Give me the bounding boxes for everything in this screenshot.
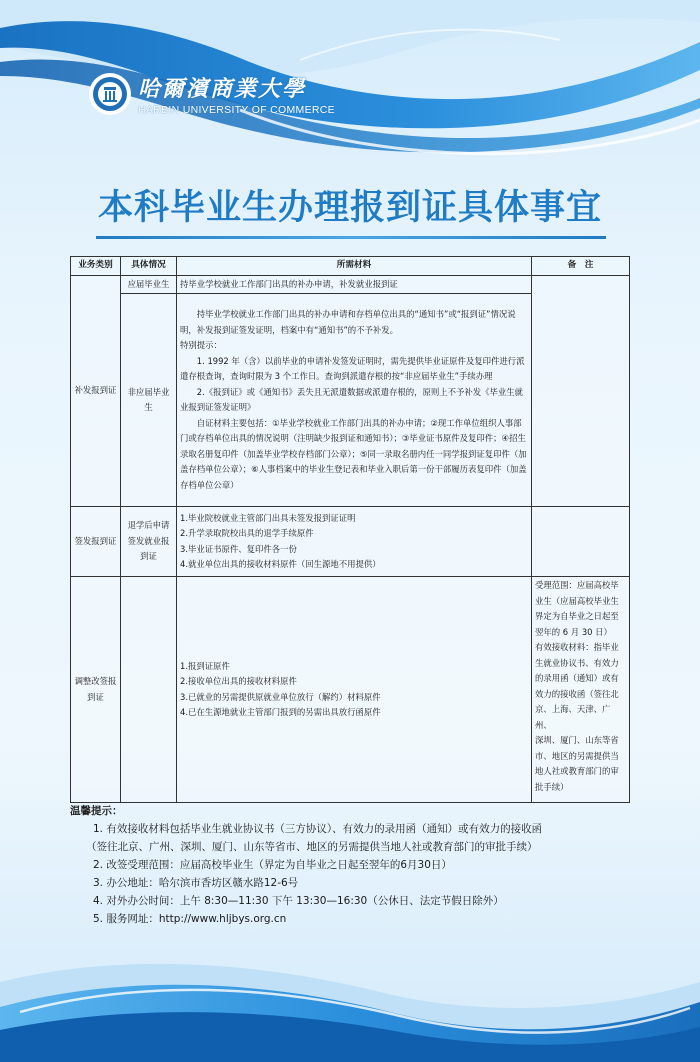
remark-line: 业生（应届高校毕业生 [535,595,619,606]
remark-line: 市、地区的另需提供当 [535,750,619,761]
tip-item-website: 5. 服务网址：http://www.hljbys.org.cn [93,913,287,925]
list-item: 4.就业单位出具的接收材料原件（回生源地不用提供） [180,559,381,569]
university-seal-icon [88,72,132,116]
university-logo [88,72,335,116]
header-category: 业务类别 [71,257,121,276]
tips-title: 温馨提示： [70,805,123,817]
tip-item: 3. 办公地址：哈尔滨市香坊区赣水路12-6号 [93,877,299,889]
tip-item: 2. 改签受理范围：应届高校毕业生（界定为自毕业之日起至翌年的6月30日） [93,859,452,871]
logo-chinese-name: 哈爾濱商業大學 [138,76,307,102]
remark-empty [532,507,630,577]
header-case: 具体情况 [121,257,177,276]
bottom-wave-decoration [0,912,700,1062]
case-current-grad: 应届毕业生 [121,275,177,294]
remark-line: 受理范围：应届高校毕 [535,580,619,590]
list-item: 3.已就业的另需提供原就业单位放行（解约）材料原件 [180,691,381,702]
material-past-grad [177,294,532,507]
tip-item: 1. 有效接收材料包括毕业生就业协议书（三方协议）、有效力的录用函（通知）或有效力的接收函 [93,823,543,835]
remark-line: 有效接收材料：指毕业 [535,642,619,652]
table-row [71,275,630,294]
material-current-grad: 持毕业学校就业工作部门出具的补办申请，补发就业报到证 [177,275,532,294]
tips-section [70,802,670,928]
category-reissue: 补发报到证 [71,275,121,507]
header-material: 所需材料 [177,257,532,276]
material-paragraph: 1. 1992 年（含）以前毕业的申请补发签发证明时，需先提供毕业证原件及复印件进行派遣存根查询，查询时限为 3 个工作日。查询到派遣存根的按“非应届毕业生”手续办理 [180,355,525,381]
remark-line: 地人社或教育部门的审 [535,766,619,776]
table-row [71,507,630,577]
list-item: 4.已在生源地就业主管部门报到的另需出具放行函原件 [180,707,381,717]
procedure-table [70,256,630,803]
material-withdrawal [177,507,532,577]
remark-line: 深圳、厦门、山东等省 [535,735,619,745]
title-underline [96,236,606,239]
material-paragraph: 2.《报到证》或《通知书》丢失且无派遣数据或派遣存根的，原则上不予补发《毕业生就业报到证签发证明》 [180,386,524,412]
remark-line: 生就业协议书、有效力 [535,657,619,668]
list-item: 1.报到证原件 [180,660,230,671]
case-past-grad: 非应届毕业生 [121,294,177,507]
table-header-row [71,257,630,276]
material-paragraph: 持毕业学校就业工作部门出具的补办申请和存档单位出具的“通知书”或“报到证”情况说明，补发报到证签发证明，档案中有“通知书”的不予补发。 [180,309,516,335]
case-empty [121,577,177,803]
category-change: 调整改签报到证 [71,577,121,803]
header-remark: 备 注 [532,257,630,276]
remark-line: 效力的接收函（签往北 [535,688,619,699]
page-title: 本科毕业生办理报到证具体事宜 [97,188,602,228]
tip-item-continued: （签往北京、广州、深圳、厦门、山东等省市、地区的另需提供当地人社或教育部门的审批手续） [86,841,538,853]
remark-empty [532,275,630,507]
remark-line: 批手续） [535,781,569,792]
remark-line: 翌年的 6 月 30 日） [535,626,612,637]
list-item: 2.升学录取院校出具的退学手续原件 [180,528,314,538]
special-notice-label: 特别提示： [180,340,222,350]
material-paragraph: 自证材料主要包括：①毕业学校就业工作部门出具的补办申请；②现工作单位组织人事部门或存档单位出具的情况说明（注明缺少报到证和通知书）；③毕业证书原件及复印件；④招生录取名册复印件（加盖毕业学校存档部门公章）；⑤同一录取名册内任一同学报到证复印件（加盖存档单位公章）；⑥人事档案中的毕业生登记表和毕业入职后第一份干部履历表复印件（加盖存档单位公章） [180,417,527,490]
list-item: 2.接收单位出具的接收材料原件 [180,676,297,686]
remark-change [532,577,630,803]
list-item: 1.毕业院校就业主管部门出具未签发报到证证明 [180,512,356,523]
logo-english-name: HARBIN UNIVERSITY OF COMMERCE [138,104,335,116]
remark-line: 界定为自毕业之日起至 [535,611,619,621]
case-withdrawal: 退学后申请签发就业报到证 [121,507,177,577]
material-change [177,577,532,803]
remark-line: 京、上海、天津、广州、 [535,704,611,730]
table-row [71,577,630,803]
category-issue: 签发报到证 [71,507,121,577]
list-item: 3.毕业证书原件、复印件各一份 [180,543,297,554]
tip-item: 4. 对外办公时间：上午 8:30—11:30 下午 13:30—16:30（公休日、法定节假日除外） [93,895,504,907]
remark-line: 的录用函（通知）或有 [535,673,619,683]
